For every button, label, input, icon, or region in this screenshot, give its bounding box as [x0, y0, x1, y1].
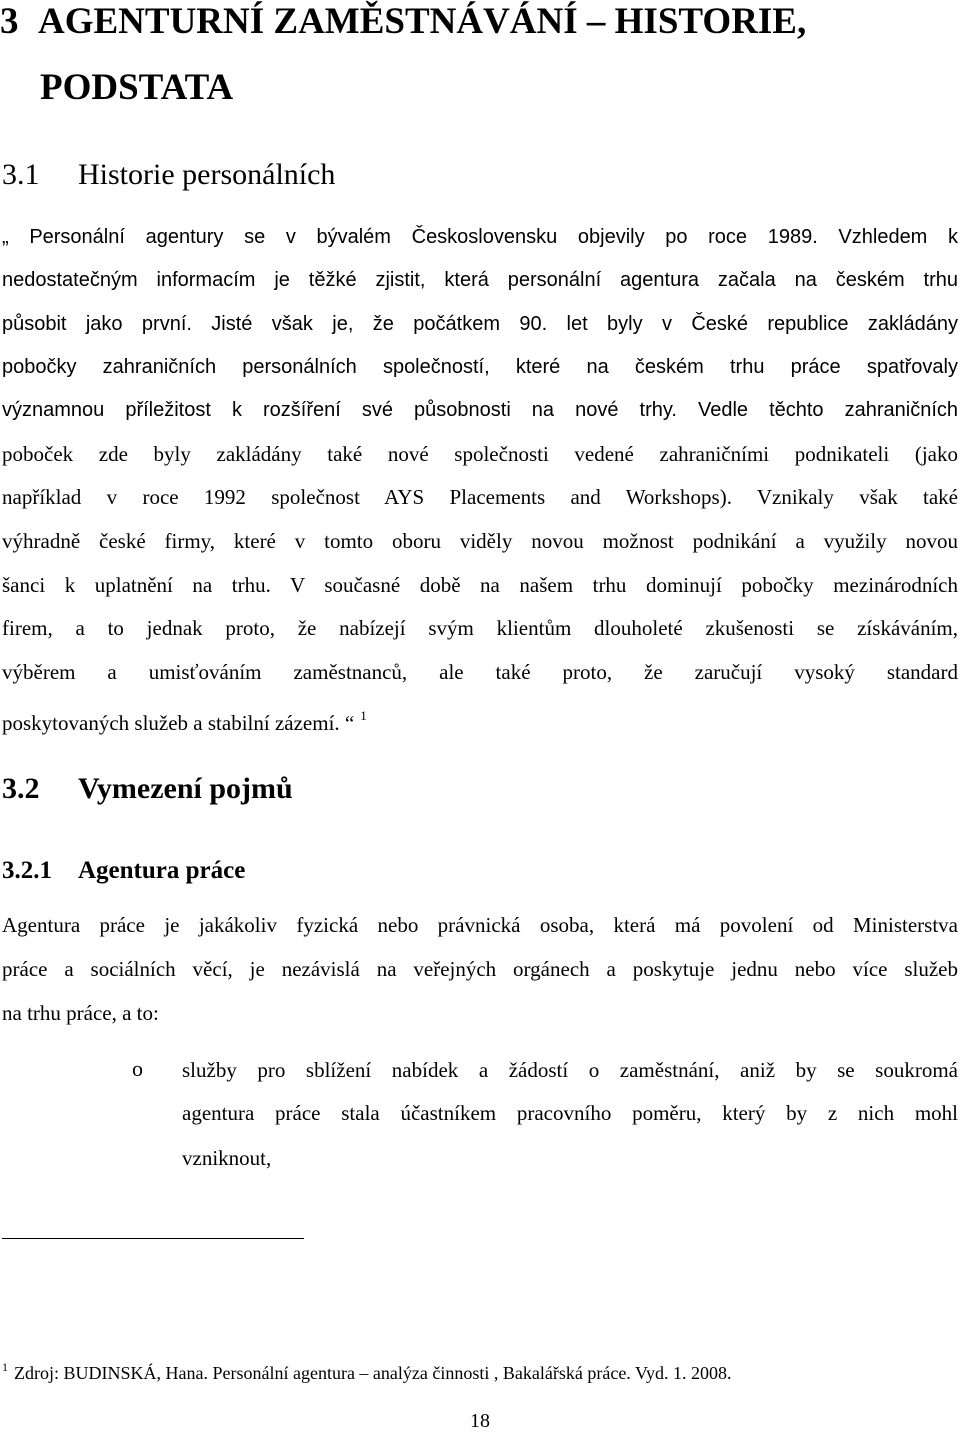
- bullet-marker: o: [132, 1056, 143, 1081]
- paragraph-line: působit jako první. Jisté však je, že počátkem 90. let byly v České republice zakládány: [2, 313, 958, 335]
- footnote-mark: 1: [2, 1360, 8, 1374]
- subsection-number: 3.2.1: [2, 857, 52, 884]
- paragraph-line: „ Personální agentury se v bývalém Československu objevily po roce 1989. Vzhledem k: [2, 226, 958, 248]
- footnote: [2, 1360, 732, 1384]
- footnote-reference: 1: [360, 708, 367, 723]
- paragraph-line: firem, a to jednak proto, že nabízejí svým klientům dlouholeté zkušenosti se získáváním,: [2, 616, 958, 640]
- page-number: 18: [470, 1410, 490, 1432]
- paragraph-line: poskytovaných služeb a stabilní zázemí. “: [2, 711, 355, 735]
- section-heading-history: [2, 158, 335, 192]
- section-heading-definitions: [2, 772, 293, 806]
- paragraph-line: práce a sociálních věcí, je nezávislá na veřejných orgánech a poskytuje jednu nebo více služeb: [2, 957, 958, 981]
- section-title: Historie personálních: [78, 158, 336, 191]
- footnote-text: Zdroj: BUDINSKÁ, Hana. Personální agentura – analýza činnosti , Bakalářská práce. Vyd. 1. 2008.: [14, 1363, 732, 1383]
- paragraph-line: výhradně české firmy, které v tomto oboru viděly novou možnost podnikání a využily novou: [2, 529, 958, 553]
- paragraph-line: výběrem a umisťováním zaměstnanců, ale také proto, že zaručují vysoký standard: [2, 660, 958, 684]
- section-number: 3.1: [2, 158, 40, 191]
- chapter-number: 3: [0, 1, 19, 42]
- chapter-title-line1: AGENTURNÍ ZAMĚSTNÁVÁNÍ – HISTORIE,: [38, 1, 807, 42]
- paragraph-line: nedostatečným informacím je těžké zjistit, která personální agentura začala na českém trhu: [2, 269, 958, 291]
- paragraph-line: na trhu práce, a to:: [2, 1001, 159, 1025]
- paragraph-line: pobočky zahraničních personálních společností, které na českém trhu práce spatřovaly: [2, 356, 958, 378]
- paragraph-last-line: [2, 703, 958, 736]
- paragraph-line: šanci k uplatnění na trhu. V současné době na našem trhu dominují pobočky mezinárodních: [2, 573, 958, 597]
- section-number: 3.2: [2, 772, 40, 805]
- chapter-title-line2: PODSTATA: [40, 67, 234, 108]
- list-item-line: agentura práce stala účastníkem pracovního poměru, který by z nich mohl: [182, 1101, 958, 1125]
- footnote-divider: [2, 1238, 304, 1239]
- section-title: Vymezení pojmů: [78, 772, 293, 805]
- paragraph-line: například v roce 1992 společnost AYS Placements and Workshops). Vznikaly však také: [2, 485, 958, 509]
- list-item-line: vzniknout,: [182, 1146, 272, 1170]
- list-item-line: služby pro sblížení nabídek a žádostí o zaměstnání, aniž by se soukromá: [182, 1058, 958, 1082]
- subsection-heading: [2, 856, 245, 886]
- paragraph-line: významnou příležitost k rozšíření své působnosti na nové trhy. Vedle těchto zahraničních: [2, 399, 958, 421]
- paragraph-line: poboček zde byly zakládány také nové společnosti vedené zahraničními podnikateli (jako: [2, 442, 958, 466]
- paragraph-line: Agentura práce je jakákoliv fyzická nebo právnická osoba, která má povolení od Ministerstva: [2, 913, 958, 937]
- subsection-title: Agentura práce: [78, 857, 246, 884]
